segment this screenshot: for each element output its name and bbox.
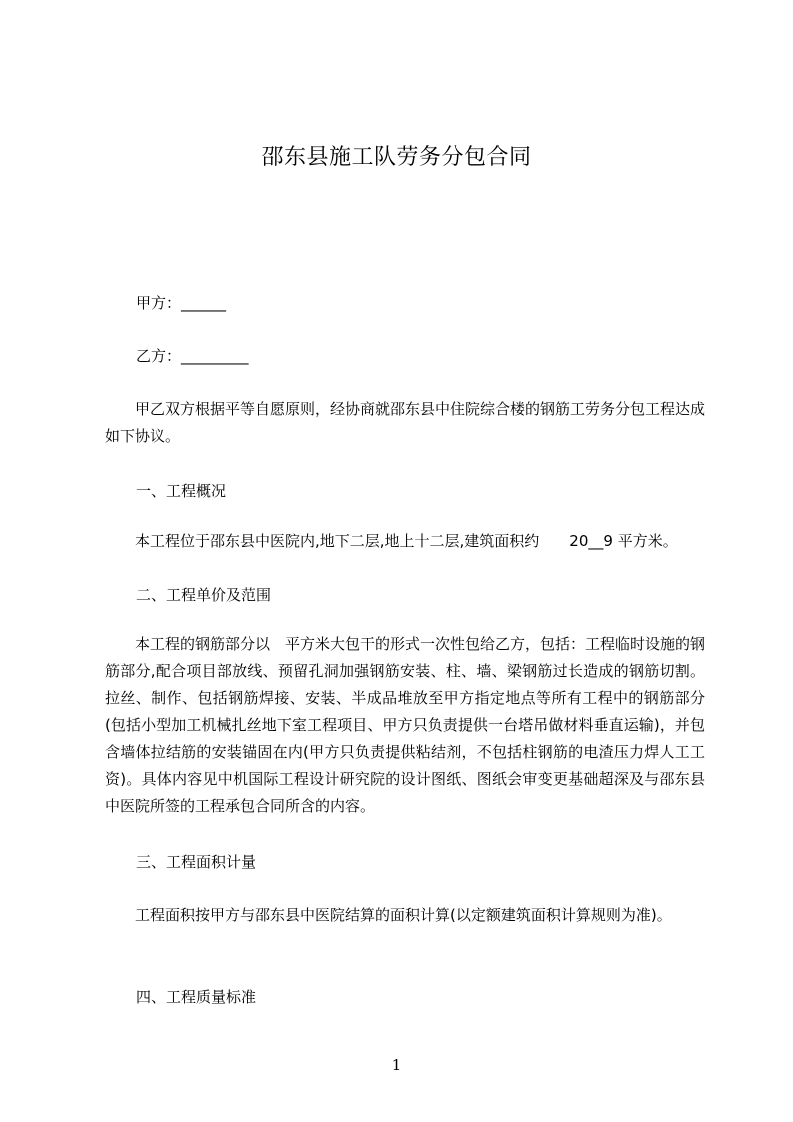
section-2-heading: 二、工程单价及范围 bbox=[136, 586, 272, 604]
party-a-line: 甲方：______ bbox=[136, 294, 227, 312]
section-3-heading: 三、工程面积计量 bbox=[136, 853, 257, 871]
intro-paragraph: 甲乙双方根据平等自愿原则，经协商就邵东县中住院综合楼的钢筋工劳务分包工程达成如下协议。 bbox=[105, 400, 706, 445]
party-b-line: 乙方：_________ bbox=[136, 347, 249, 365]
section-1-heading: 一、工程概况 bbox=[136, 482, 227, 500]
section-3-body: 工程面积按甲方与邵东县中医院结算的面积计算(以定额建筑面积计算规则为准)。 bbox=[135, 906, 672, 924]
section-4-heading: 四、工程质量标准 bbox=[136, 988, 257, 1006]
section-2-body: 本工程的钢筋部分以 平方米大包干的形式一次性包给乙方，包括：工程临时设施的钢筋部分,配合项目部放线、预留孔洞加强钢筋安装、柱、墙、梁钢筋过长造成的钢筋切割。拉丝、制作、包括钢筋焊接、安装、半成品堆放至甲方指定地点等所有工程中的钢筋部分(包括小型加工机械扎丝地下室工程项目、甲方只负责提供一台塔吊做材料垂直运输)，并包含墙体拉结筋的安装锚固在内(甲方只负责提供粘结剂，不包括柱钢筋的电渣压力焊人工工资)。具体内容见中机国际工程设计研究院的设计图纸、图纸会审变更基础超深及与邵东县中医院所签的工程承包合同所含的内容。 bbox=[105, 635, 706, 815]
page-number: 1 bbox=[391, 1056, 402, 1074]
section-1-body: 本工程位于邵东县中医院内,地下二层,地上十二层,建筑面积约 20__9 平方米。 bbox=[135, 532, 678, 550]
document-title: 邵东县施工队劳务分包合同 bbox=[261, 145, 532, 170]
